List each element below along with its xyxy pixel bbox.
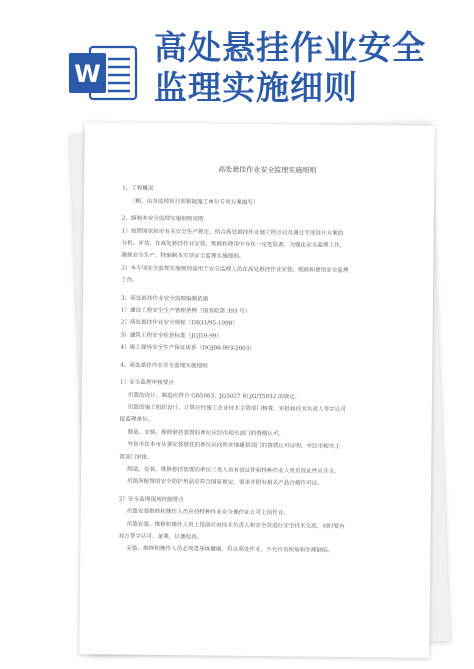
document-line: 4、高处悬挂作业安全监理实施细则 (120, 362, 208, 370)
document-line: 1）安全监理审核要点 (120, 379, 175, 387)
document-line: 1）建设工程安全生产管理条例（国务院第 393 号） (120, 307, 251, 315)
headline (154, 28, 454, 108)
document-line: 外省市在本市从事安装悬挂的单位应向所在地建管部门的资质认可证明。并经市相关主 (127, 441, 341, 450)
document-line: 双方签字认可，备案，以便检查。 (118, 533, 203, 541)
headline-line-2: 监理实施细则 (154, 68, 358, 107)
document-line: 报监理单位。 (119, 416, 154, 424)
document-body (118, 163, 412, 559)
document-line: 吊篮安装维修和操作人员应持特种作业安全操作证方可上岗作业。 (126, 508, 289, 517)
word-document-icon (68, 44, 138, 102)
document-line: 安装、维修和操作人员必须是身体健康，符合高处作业，不允许有疾病和生理缺陷。 (126, 546, 334, 555)
document-line: 分析、评估，在高处悬挂作业安装、维修和使用中存在一定危险源，为强化安全监理工作， (121, 240, 346, 249)
document-line: 3、高处悬挂作业安全监理编制依据 (120, 295, 209, 303)
document-line: 制造、安装、维修悬挂装置的单位应经市相关部门的资格认可。 (127, 429, 285, 438)
document-line: 1、工程概况 (122, 185, 154, 193)
document-page (79, 122, 435, 658)
document-line: 2、编制本安全监理实施细则说明 (121, 215, 204, 223)
document-line: 2）高处悬挂作业安全规程（DB31/95-1998） (120, 320, 238, 328)
document-line: 吊篮的设计、制造应符合 GB5083、JG5027 和 JG/T5032 的规定。 (127, 392, 301, 400)
document-lines (118, 183, 412, 558)
document-line: 吊篮的施工组织设计、计算应经施工企业技术主管部门核算、审批和技术负责人签字认可 (127, 404, 347, 413)
document-line: 2）安全监理现场控制要点 (118, 496, 184, 503)
document-line: 4）施工现场安全生产保证体系（DGJ08-903-2003） (120, 344, 255, 353)
document-title: 高处悬挂作业安全监理实施细则 (218, 165, 317, 175)
document-line: 1）按照国家和市有关安全生产规定，结合高处悬挂作业施工特点以及通过专项设计方案的 (121, 228, 344, 237)
document-line: 3）建筑工程安全检查标准（JGJ59-99） (120, 332, 222, 340)
document-line: 制造、安装、维修悬挂装置的单位三类人员有效证件和特种作业人员有效证件应齐全。 (127, 466, 340, 475)
document-line: 吊篮安装、维修和操作人员上岗前应由技术负责人和安全员进行安全技术交底，同时要有 (126, 521, 345, 530)
banner (0, 0, 474, 118)
word-icon-letter: W (74, 60, 101, 88)
headline-line-1: 高处悬挂作业安全 (154, 28, 426, 67)
document-line: （略，由各监理项目部根据施工单位专项方案编写） (129, 198, 259, 206)
document-line: 吊篮所配置的安全防护用品应符合国家规定，要求并附有相关产品合格许可证。 (126, 478, 323, 488)
document-line: 2）本专项安全监理实施细则适用于安全监理人员在高处悬挂作业安装、维修和使用安全监理 (121, 265, 349, 274)
document-line: 工作。 (121, 277, 138, 284)
document-line: 管部门审批。 (119, 454, 153, 461)
document-line: 确保安全生产，特编制本专项安全监理实施细则。 (121, 253, 245, 261)
